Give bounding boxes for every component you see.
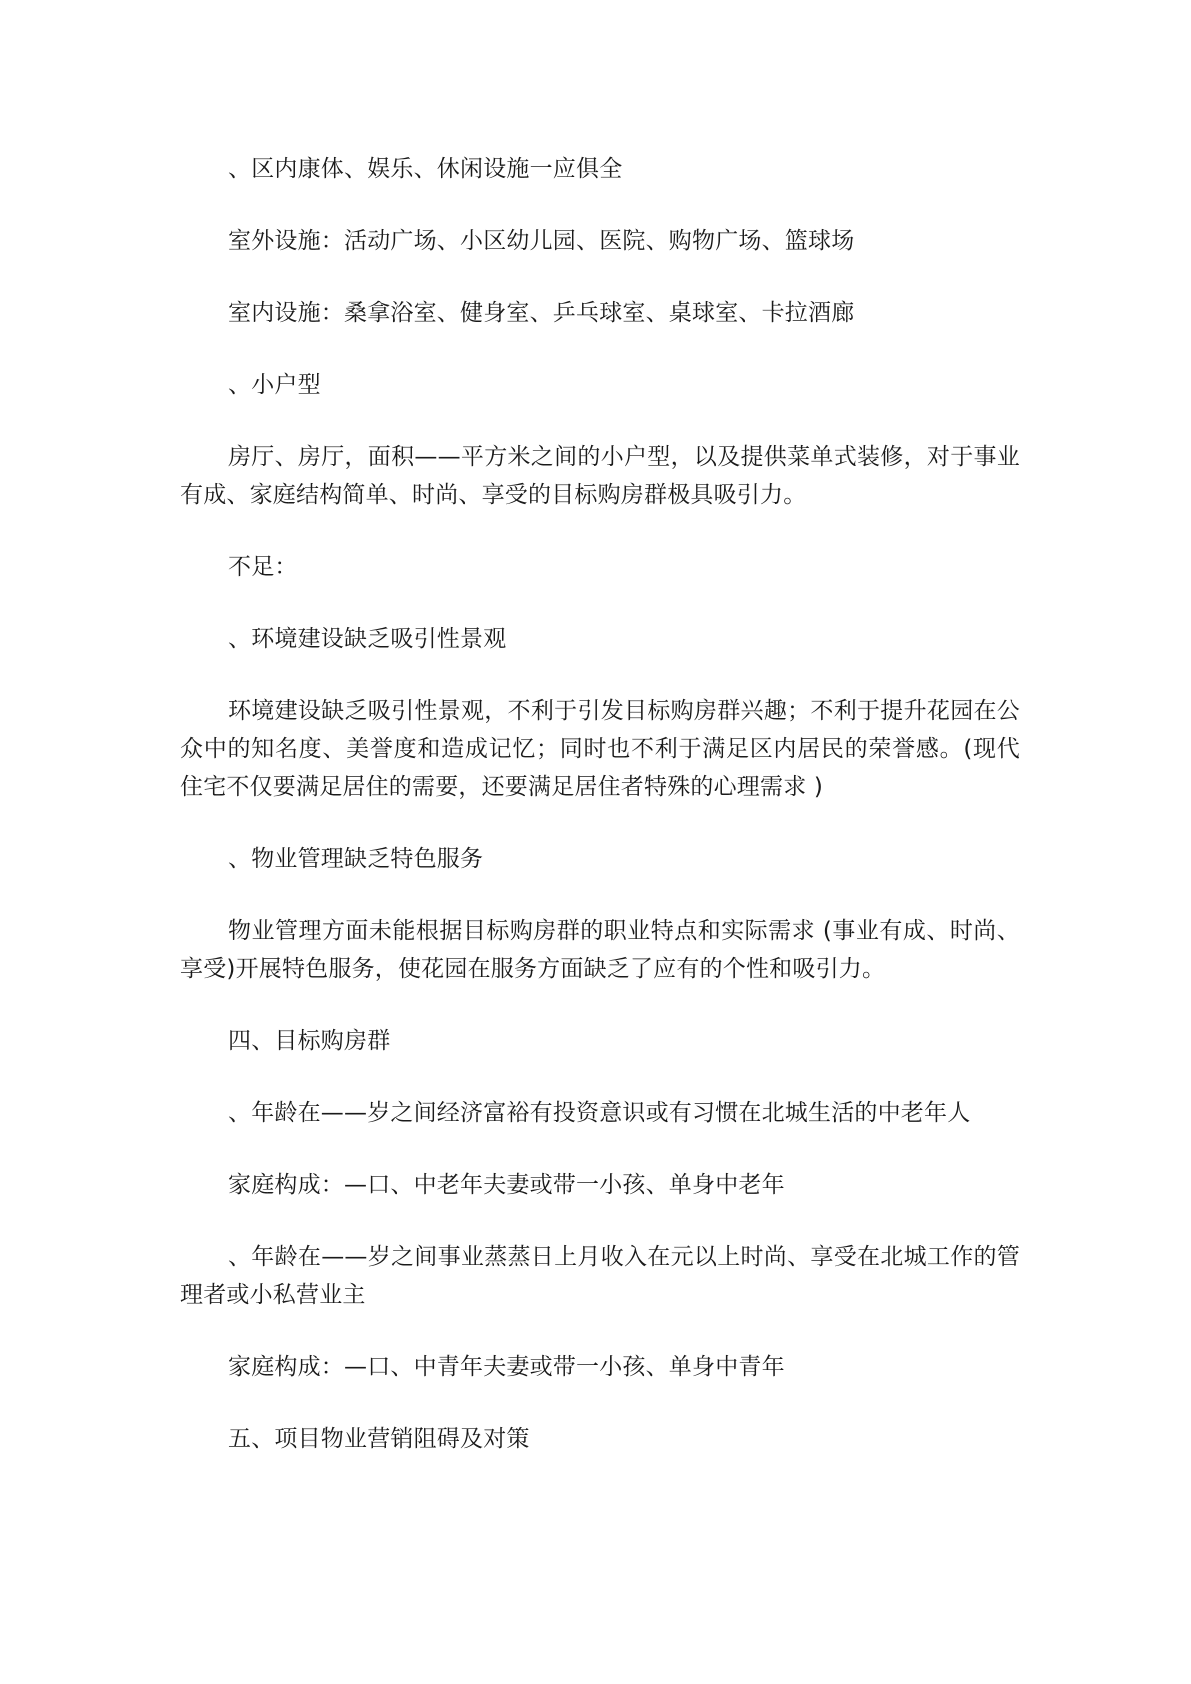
- paragraph-landscape-heading: 、环境建设缺乏吸引性景观: [228, 626, 507, 652]
- document-body: [180, 150, 1020, 1492]
- paragraph-target-group-1: 、年龄在——岁之间经济富裕有投资意识或有习惯在北城生活的中老年人: [228, 1100, 971, 1126]
- paragraph-facilities-heading: 、区内康体、娱乐、休闲设施一应俱全: [228, 156, 623, 182]
- paragraph-target-group-2: 、年龄在——岁之间事业蒸蒸日上月收入在元以上时尚、享受在北城工作的管理者或小私营业主: [180, 1244, 1020, 1308]
- paragraph-indoor-facilities: 室内设施：桑拿浴室、健身室、乒乓球室、桌球室、卡拉酒廊: [228, 300, 855, 326]
- paragraph-family-composition-2: 家庭构成：—口、中青年夫妻或带一小孩、单身中青年: [228, 1354, 785, 1380]
- paragraph-target-buyers-heading: 四、目标购房群: [228, 1028, 391, 1054]
- paragraph-property-service-text: 物业管理方面未能根据目标购房群的职业特点和实际需求 (事业有成、时尚、享受)开展特色服务，使花园在服务方面缺乏了应有的个性和吸引力。: [180, 918, 1020, 982]
- paragraph-small-units-heading: 、小户型: [228, 372, 321, 398]
- paragraph-family-composition-1: 家庭构成：—口、中老年夫妻或带一小孩、单身中老年: [228, 1172, 785, 1198]
- paragraph-outdoor-facilities: 室外设施：活动广场、小区幼儿园、医院、购物广场、篮球场: [228, 228, 855, 254]
- paragraph-marketing-obstacles-heading: 五、项目物业营销阻碍及对策: [228, 1426, 530, 1452]
- paragraph-landscape-text: 环境建设缺乏吸引性景观，不利于引发目标购房群兴趣；不利于提升花园在公众中的知名度、美誉度和造成记忆；同时也不利于满足区内居民的荣誉感。(现代住宅不仅要满足居住的需要，还要满足居住者特殊的心理需求 ): [180, 698, 1020, 800]
- paragraph-small-units-text: 房厅、房厅，面积——平方米之间的小户型，以及提供菜单式装修，对于事业有成、家庭结构简单、时尚、享受的目标购房群极具吸引力。: [180, 444, 1020, 508]
- paragraph-property-service-heading: 、物业管理缺乏特色服务: [228, 846, 484, 872]
- paragraph-shortcomings-heading: 不足：: [228, 554, 298, 580]
